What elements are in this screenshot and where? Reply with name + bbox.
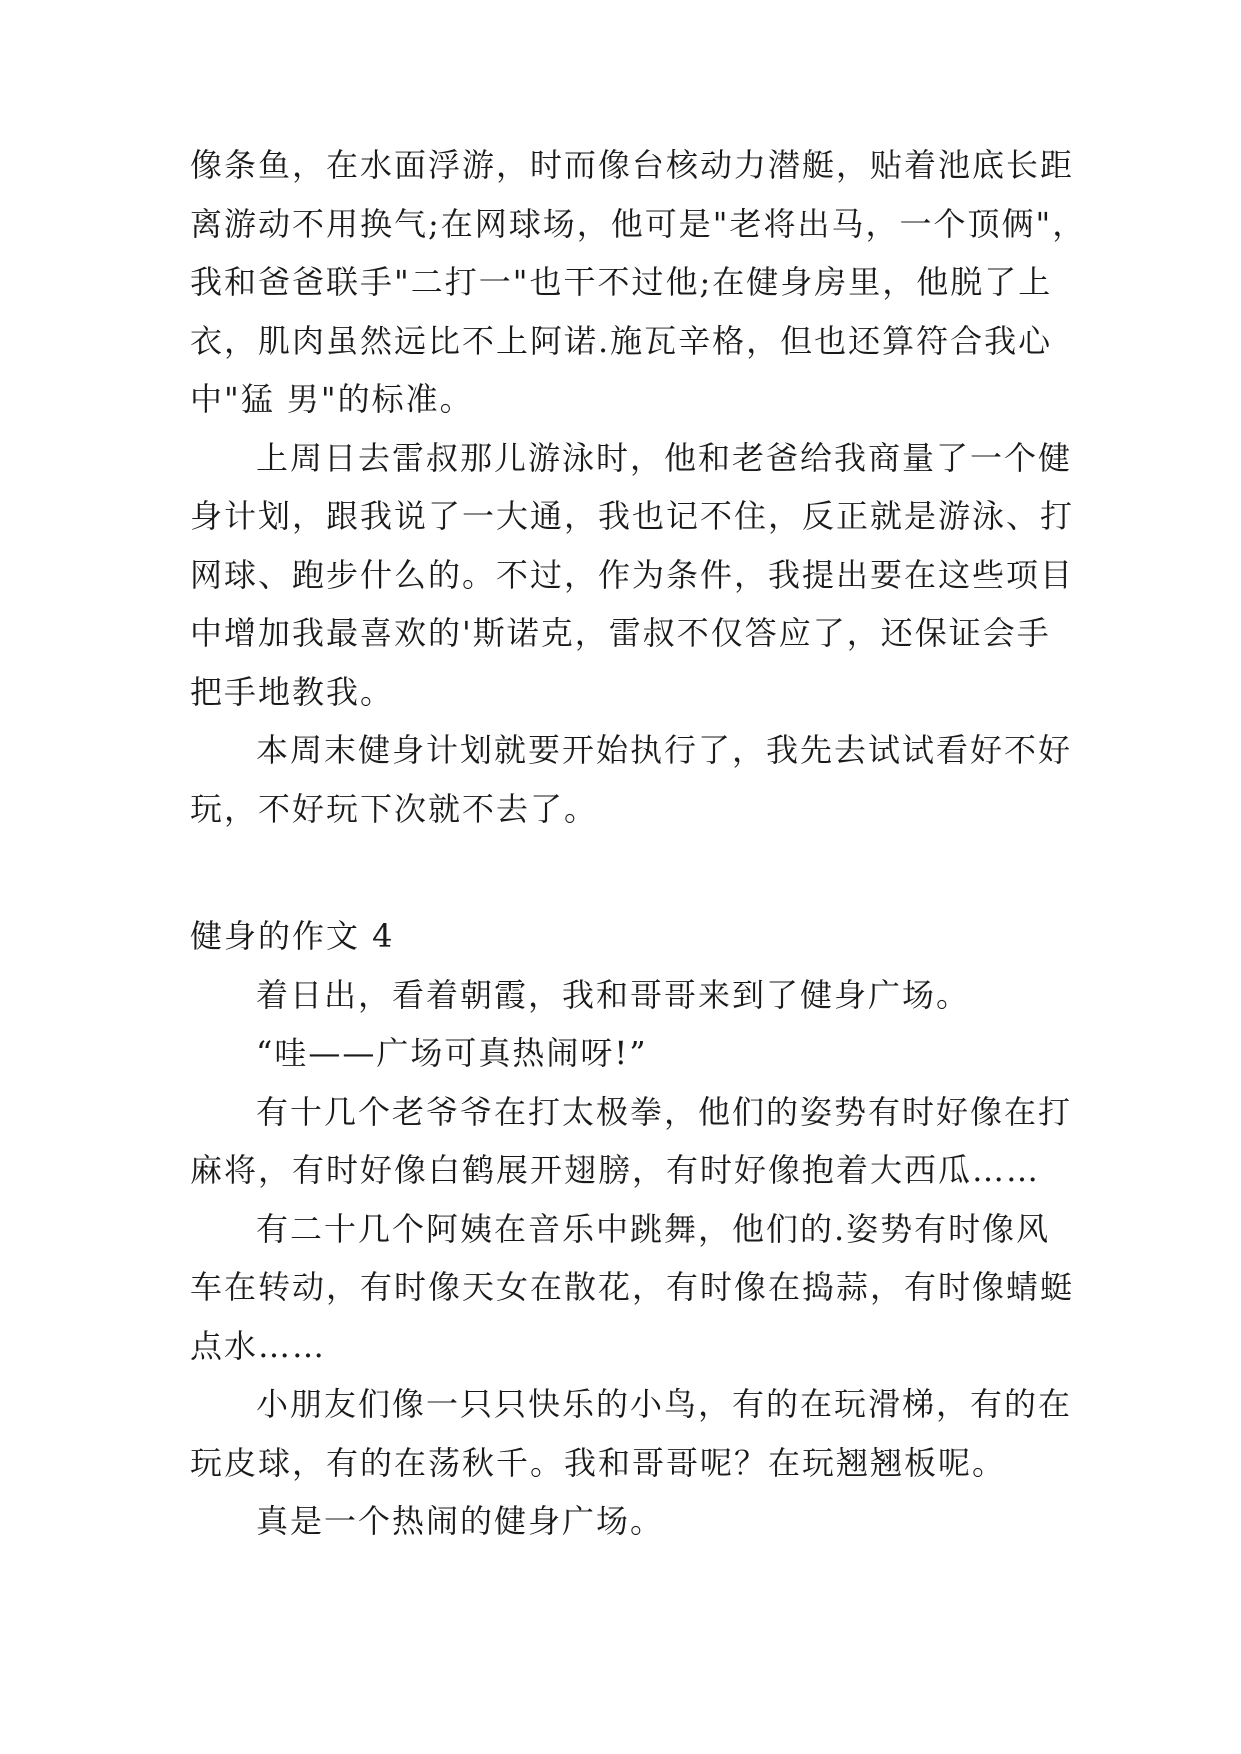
paragraph-weekend: [190, 721, 1073, 838]
text-line: 上周日去雷叔那儿游泳时，他和老爸给我商量了一个健: [256, 438, 1073, 477]
paragraph-continuation: [190, 136, 1087, 429]
text-line: 玩皮球，有的在荡秋千。我和哥哥呢？在玩翘翘板呢。: [190, 1443, 1007, 1482]
text-line: 中增加我最喜欢的'斯诺克，雷叔不仅答应了，还保证会手: [190, 614, 1051, 652]
text-line: 网球、跑步什么的。不过，作为条件，我提出要在这些项目: [190, 555, 1075, 594]
text-line: 玩，不好玩下次就不去了。: [190, 789, 599, 828]
section-1: [190, 136, 1087, 838]
text-line: 身计划，跟我说了一大通，我也记不住，反正就是游泳、打: [190, 497, 1075, 535]
text-line: 我和爸爸联手"二打一"也干不过他;在健身房里，他脱了上: [190, 263, 1053, 301]
section-2: [190, 907, 1075, 1551]
text-line: 小朋友们像一只只快乐的小鸟，有的在玩滑梯，有的在: [256, 1385, 1073, 1423]
text-line: 有二十几个阿姨在音乐中跳舞，他们的.姿势有时像风: [256, 1209, 1051, 1248]
text-line: 本周末健身计划就要开始执行了，我先去试试看好不好: [256, 731, 1073, 769]
text-line: 把手地教我。: [190, 672, 395, 711]
paragraph-sunrise: [190, 966, 1050, 1025]
text-line: 离游动不用换气;在网球场，他可是"老将出马，一个顶俩"，: [190, 204, 1087, 243]
text-line: 像条鱼，在水面浮游，时而像台核动力潜艇，贴着池底长距: [190, 146, 1075, 184]
text-line: 真是一个热闹的健身广场。: [256, 1502, 665, 1540]
paragraph-dance: [190, 1200, 1075, 1376]
text-line: 衣，肌肉虽然远比不上阿诺.施瓦辛格，但也还算符合我心: [190, 321, 1053, 360]
paragraph-fitness-plan: [190, 429, 1075, 722]
paragraph-taichi: [190, 1083, 1073, 1200]
text-line: 麻将，有时好像白鹤展开翅膀，有时好像抱着大西瓜……: [190, 1151, 1041, 1189]
text-line: 中"猛 男"的标准。: [190, 380, 474, 418]
paragraph-children: [190, 1375, 1073, 1492]
text-line: 车在转动，有时像天女在散花，有时像在捣蒜，有时像蜻蜓: [190, 1268, 1075, 1306]
text-line: 着日出，看着朝霞，我和哥哥来到了健身广场。: [256, 975, 971, 1014]
text-line: “哇——广场可真热闹呀!”: [256, 1034, 648, 1072]
text-line: 有十几个老爷爷在打太极拳，他们的姿势有时好像在打: [256, 1092, 1073, 1131]
paragraph-conclusion: [190, 1492, 1050, 1551]
text-line: 点水……: [190, 1326, 327, 1365]
essay-heading: 健身的作文 4: [190, 917, 395, 955]
paragraph-exclamation: [190, 1024, 1050, 1083]
